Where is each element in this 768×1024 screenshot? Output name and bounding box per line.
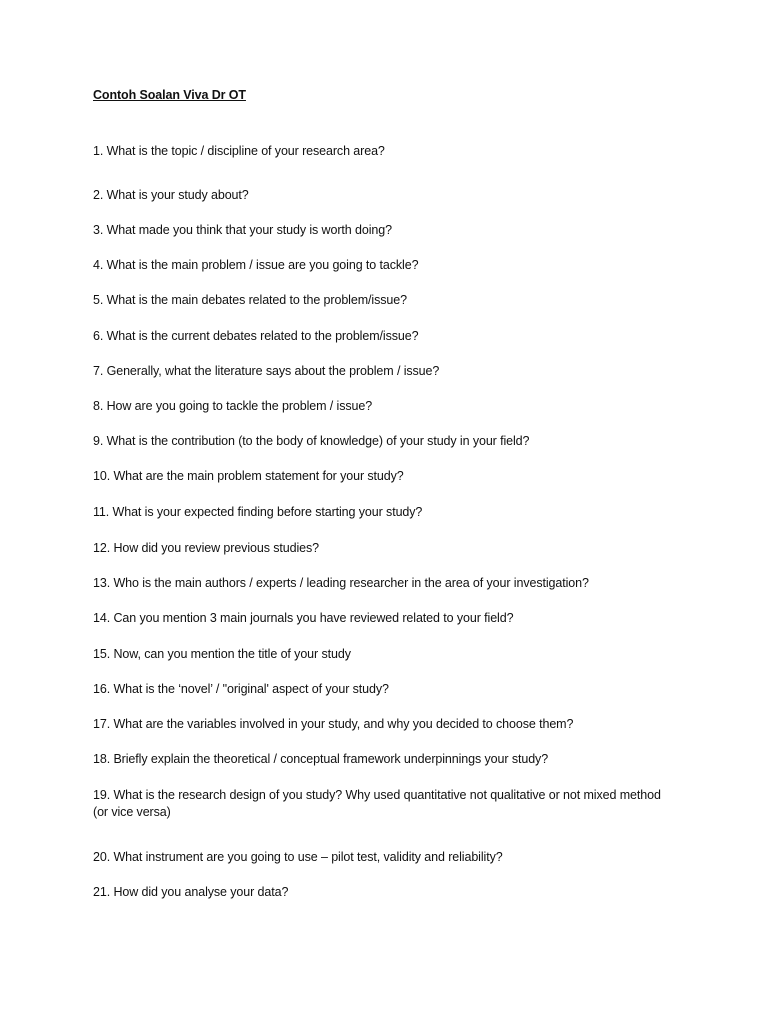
question-18: 18. Briefly explain the theoretical / conceptual framework underpinnings your study? xyxy=(93,752,549,766)
question-8: 8. How are you going to tackle the problem / issue? xyxy=(93,399,373,413)
question-17: 17. What are the variables involved in your study, and why you decided to choose them? xyxy=(93,717,574,731)
question-16: 16. What is the ‘novel’ / "original' aspect of your study? xyxy=(93,682,389,696)
question-2: 2. What is your study about? xyxy=(93,188,249,202)
question-21: 21. How did you analyse your data? xyxy=(93,885,289,899)
question-3: 3. What made you think that your study is worth doing? xyxy=(93,223,392,237)
question-20: 20. What instrument are you going to use – pilot test, validity and reliability? xyxy=(93,850,503,864)
question-13: 13. Who is the main authors / experts / leading researcher in the area of your investigation? xyxy=(93,576,589,590)
question-15: 15. Now, can you mention the title of your study xyxy=(93,647,351,661)
question-5: 5. What is the main debates related to the problem/issue? xyxy=(93,293,407,307)
question-6: 6. What is the current debates related to the problem/issue? xyxy=(93,329,419,343)
question-11: 11. What is your expected finding before starting your study? xyxy=(93,505,423,519)
question-19: 19. What is the research design of you study? Why used quantitative not qualitative or not mixed method (or vice versa) xyxy=(93,788,661,819)
question-7: 7. Generally, what the literature says about the problem / issue? xyxy=(93,364,440,378)
question-1: 1. What is the topic / discipline of your research area? xyxy=(93,144,385,158)
question-12: 12. How did you review previous studies? xyxy=(93,541,319,555)
question-14: 14. Can you mention 3 main journals you have reviewed related to your field? xyxy=(93,611,514,625)
question-10: 10. What are the main problem statement for your study? xyxy=(93,469,404,483)
question-9: 9. What is the contribution (to the body of knowledge) of your study in your field? xyxy=(93,434,530,448)
document-title: Contoh Soalan Viva Dr OT xyxy=(93,88,246,102)
question-4: 4. What is the main problem / issue are you going to tackle? xyxy=(93,258,419,272)
